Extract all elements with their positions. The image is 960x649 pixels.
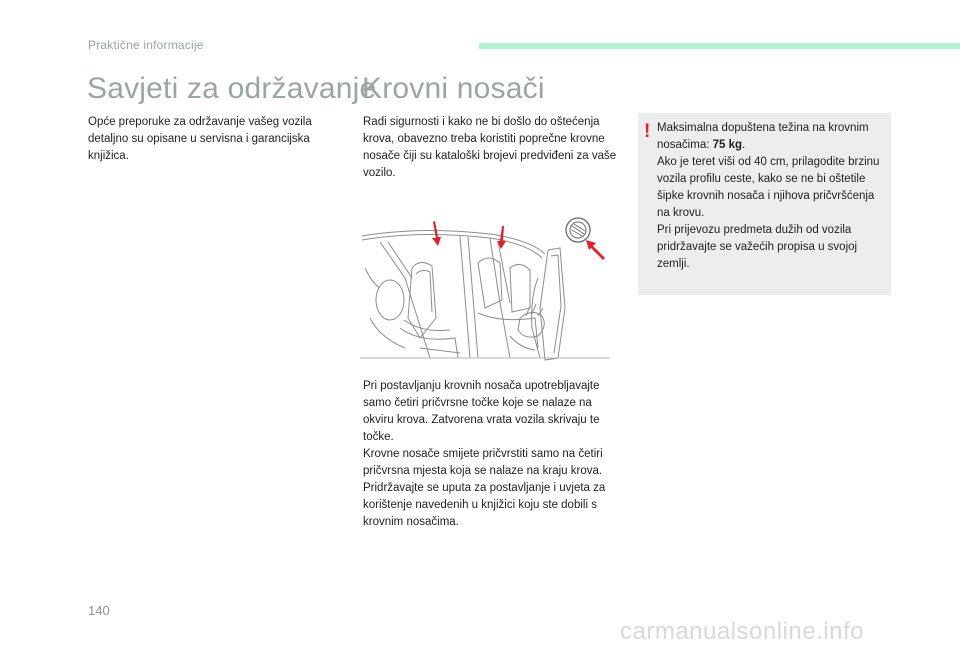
section-title-maintenance: Savjeti za održavanje <box>87 72 377 105</box>
warning-box <box>638 113 891 295</box>
maintenance-text <box>88 114 340 165</box>
header-accent-bar <box>479 43 960 49</box>
warning-height: Ako je teret viši od 40 cm, prilagodite brzinu vozila profilu ceste, kako se ne bi oštetile šipke krovnih nosača i njihova pričvršćenja na krovu. <box>657 156 880 219</box>
roof-bars-instructions <box>363 378 621 531</box>
exclamation-icon: ! <box>644 121 651 142</box>
roof-bars-intro <box>363 114 619 182</box>
page-header: Praktične informacije <box>88 38 204 52</box>
roof-bar-illustration <box>360 208 610 370</box>
page-number: 140 <box>88 603 110 618</box>
warning-long-items: Pri prijevozu predmeta dužih od vozila pridržavajte se važećih propisa u svojoj zemlji. <box>657 224 858 270</box>
instruction-paragraph-1: Pri postavljanju krovnih nosača upotrebljavajte samo četiri pričvrsne točke koje se nalaze na okviru krova. Zatvorena vrata vozila skrivaju te točke. <box>363 380 600 443</box>
instruction-paragraph-2: Krovne nosače smijete pričvrstiti samo na četiri pričvrsna mjesta koja se nalaze na kraju krova. <box>363 448 603 477</box>
warning-max-load <box>657 120 885 154</box>
maintenance-paragraph: Opće preporuke za održavanje vašeg vozila detaljno su opisane u servisna i garancijska knjižica. <box>88 116 312 162</box>
watermark: carmanualsonline.info <box>620 618 864 645</box>
warning-max-load-label: Maksimalna dopuštena težina na krovnim nosačima: <box>657 122 869 151</box>
section-title-roof-bars: Krovni nosači <box>362 72 545 105</box>
fixing-point-detail <box>566 218 590 242</box>
arrow-up-left-icon <box>586 240 605 260</box>
warning-max-load-value: 75 kg <box>712 139 743 151</box>
roof-bars-intro-paragraph: Radi sigurnosti i kako ne bi došlo do oštećenja krova, obavezno treba koristiti poprečne krovne nosače čiji su kataloški brojevi predviđeni za vaše vozilo. <box>363 116 617 179</box>
arrow-down-icon <box>432 221 441 246</box>
instruction-paragraph-3: Pridržavajte se uputa za postavljanje i uvjeta za korištenje navedenih u knjižici koju ste dobili s krovnim nosačima. <box>363 482 606 528</box>
car-interior-drawing <box>360 208 610 370</box>
warning-text <box>657 120 885 273</box>
warning-max-load-suffix: . <box>742 139 746 151</box>
